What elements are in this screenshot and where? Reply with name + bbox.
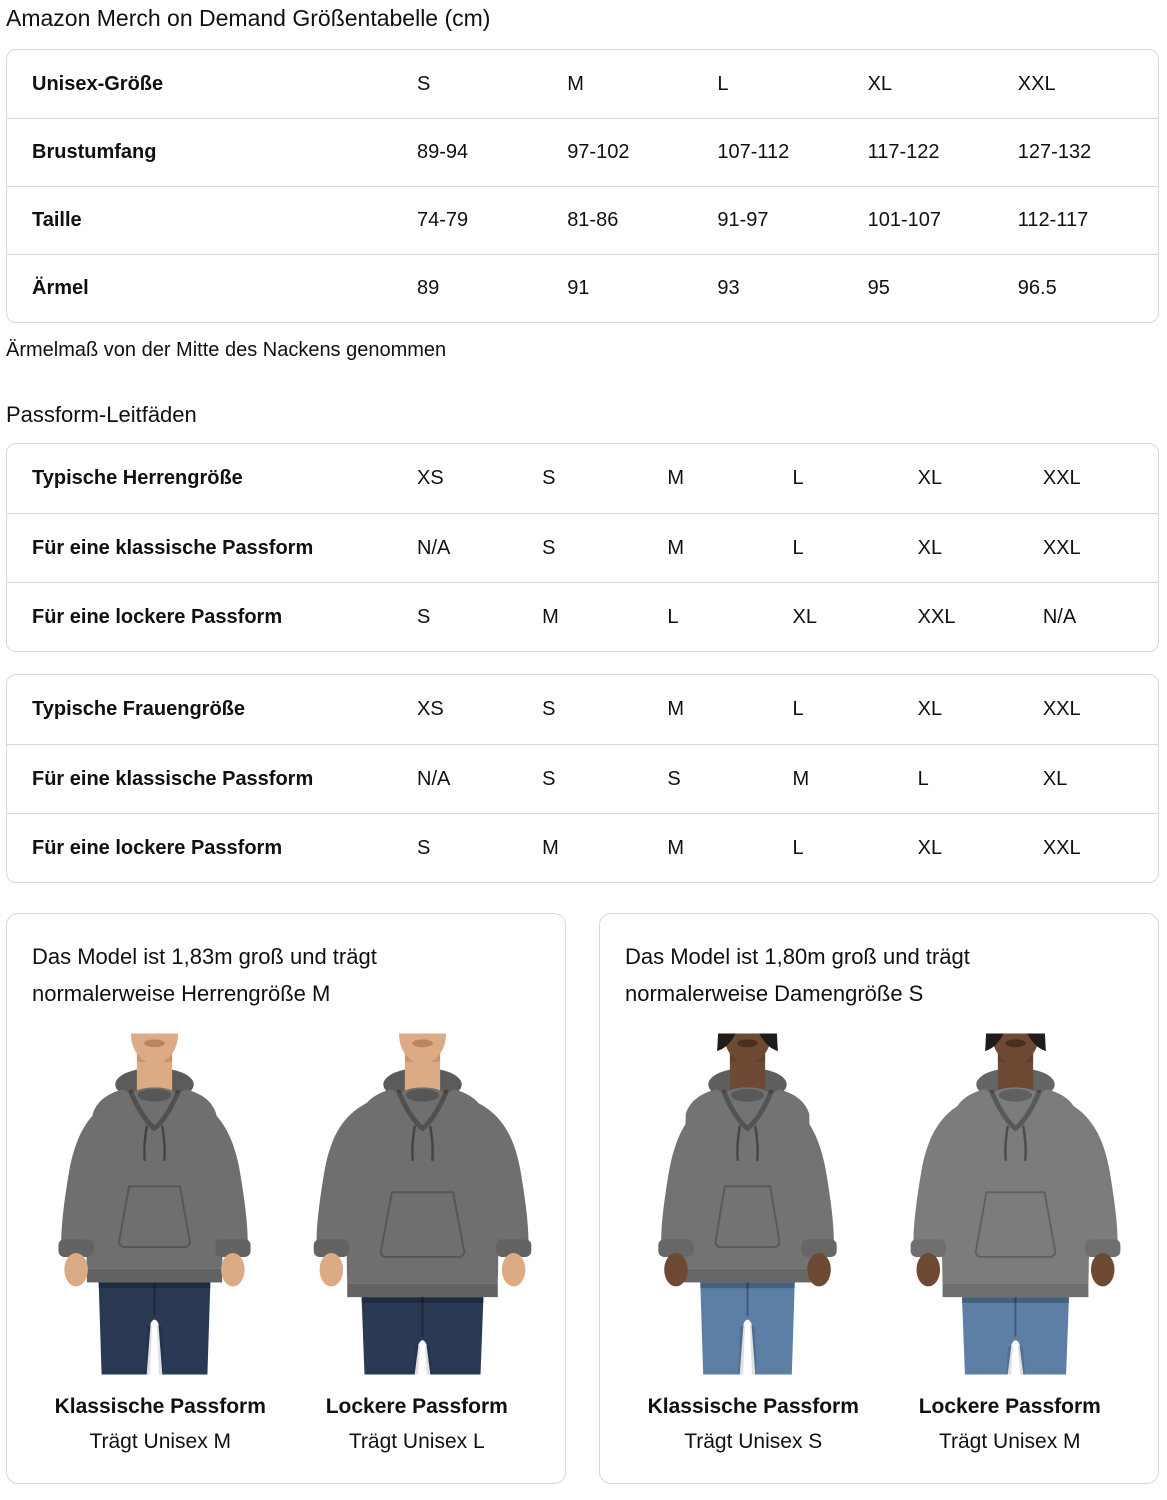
table-cell: M xyxy=(542,605,559,628)
model-description: Das Model ist 1,83m groß und trägt normalerweise Herrengröße M xyxy=(32,944,377,1006)
table-cell: 101-107 xyxy=(867,209,941,231)
table-cell: 89-94 xyxy=(417,141,469,163)
row-label: Für eine klassische Passform xyxy=(32,536,314,559)
table-cell: XXL xyxy=(1042,836,1081,859)
table-cell: S xyxy=(542,767,556,790)
model-cards xyxy=(6,913,1159,1484)
mens-fit-table xyxy=(6,443,1159,652)
model-photo-loose-fit xyxy=(300,1030,545,1380)
row-label: Typische Herrengröße xyxy=(32,467,243,489)
table-row xyxy=(7,744,1158,813)
fit-caption-bold: Klassische Passform xyxy=(54,1395,266,1418)
fit-captions xyxy=(625,1392,1138,1457)
fit-captions xyxy=(32,1392,545,1457)
fit-caption-block xyxy=(625,1392,882,1457)
row-label: Taille xyxy=(32,209,82,231)
table-cell: S xyxy=(542,698,556,720)
table-cell: XS xyxy=(417,698,444,720)
table-cell: N/A xyxy=(417,767,451,790)
table-cell: M xyxy=(567,72,584,95)
table-cell: S xyxy=(417,605,431,628)
model-card-women xyxy=(599,913,1159,1484)
table-cell: S xyxy=(417,836,431,859)
fit-caption-bold: Klassische Passform xyxy=(647,1395,859,1418)
table-cell: M xyxy=(792,767,810,790)
table-cell: L xyxy=(917,767,929,790)
row-label: Unisex-Größe xyxy=(32,72,164,95)
row-label: Für eine lockere Passform xyxy=(32,836,283,859)
table-cell: N/A xyxy=(1042,605,1077,628)
section-heading: Passform-Leitfäden xyxy=(6,402,197,427)
row-label: Ärmel xyxy=(32,277,89,299)
table-cell: S xyxy=(667,767,681,790)
row-label: Für eine klassische Passform xyxy=(32,767,314,790)
table-row xyxy=(7,813,1158,882)
fit-caption: Trägt Unisex S xyxy=(684,1430,823,1453)
table-cell: XXL xyxy=(1042,698,1081,720)
table-cell: S xyxy=(542,467,556,489)
table-header-row xyxy=(7,50,1158,118)
table-cell: 127-132 xyxy=(1017,141,1092,163)
table-cell: 91-97 xyxy=(717,209,769,231)
model-photos xyxy=(625,1030,1138,1380)
model-photo-loose-fit xyxy=(893,1030,1138,1380)
fit-caption-bold: Lockere Passform xyxy=(325,1395,508,1418)
table-cell: M xyxy=(667,467,684,489)
model-description: Das Model ist 1,80m groß und trägt normalerweise Damengröße S xyxy=(625,944,970,1006)
table-row xyxy=(7,582,1158,651)
womens-fit-table xyxy=(6,674,1159,883)
table-cell: M xyxy=(667,698,684,720)
table-cell: 81-86 xyxy=(567,209,619,231)
table-cell: XL xyxy=(917,467,943,489)
table-cell: XL xyxy=(917,836,943,859)
table-cell: L xyxy=(792,536,804,559)
fit-caption-bold: Lockere Passform xyxy=(918,1395,1101,1418)
model-card-men xyxy=(6,913,566,1484)
table-cell: L xyxy=(792,698,804,720)
size-table xyxy=(6,49,1159,323)
page-title: Amazon Merch on Demand Größentabelle (cm) xyxy=(6,5,491,31)
table-cell: N/A xyxy=(417,536,451,559)
fit-caption-block xyxy=(882,1392,1139,1457)
fit-caption: Trägt Unisex L xyxy=(348,1430,485,1453)
fit-caption: Trägt Unisex M xyxy=(938,1430,1081,1453)
table-cell: S xyxy=(417,72,431,95)
table-row xyxy=(7,118,1158,186)
table-cell: 95 xyxy=(867,277,890,299)
table-cell: 117-122 xyxy=(867,141,940,163)
model-photo-classic-fit xyxy=(625,1030,870,1380)
table-row xyxy=(7,513,1158,582)
table-cell: 89 xyxy=(417,277,440,299)
table-cell: L xyxy=(717,72,729,95)
table-cell: XL xyxy=(1042,767,1068,790)
fit-caption-block xyxy=(289,1392,546,1457)
table-cell: L xyxy=(792,836,804,859)
row-label: Brustumfang xyxy=(32,141,157,163)
table-cell: XXL xyxy=(1042,536,1081,559)
model-photo-classic-fit xyxy=(32,1030,277,1380)
table-cell: M xyxy=(667,836,684,859)
table-cell: XL xyxy=(867,72,893,95)
table-cell: 74-79 xyxy=(417,209,469,231)
table-cell: XL xyxy=(792,605,817,628)
table-cell: 93 xyxy=(717,277,740,299)
table-cell: L xyxy=(792,467,804,489)
table-cell: 107-112 xyxy=(717,141,790,163)
table-cell: S xyxy=(542,536,556,559)
table-cell: 112-117 xyxy=(1017,209,1089,231)
table-cell: 96.5 xyxy=(1017,277,1057,299)
table-cell: 97-102 xyxy=(567,141,630,163)
table-cell: XL xyxy=(917,698,943,720)
table-cell: M xyxy=(667,536,684,559)
table-header-row xyxy=(7,675,1158,744)
table-cell: M xyxy=(542,836,559,859)
table-row xyxy=(7,186,1158,254)
table-cell: L xyxy=(667,605,679,628)
table-cell: XXL xyxy=(917,605,956,628)
row-label: Für eine lockere Passform xyxy=(32,605,283,628)
table-cell: XL xyxy=(917,536,943,559)
table-cell: XS xyxy=(417,467,444,489)
model-photos xyxy=(32,1030,545,1380)
fit-caption-block xyxy=(32,1392,289,1457)
table-cell: XXL xyxy=(1017,72,1056,95)
table-cell: 91 xyxy=(567,277,590,299)
table-cell: XXL xyxy=(1042,467,1081,489)
row-label: Typische Frauengröße xyxy=(32,698,246,720)
table-row xyxy=(7,254,1158,322)
sleeve-note: Ärmelmaß von der Mitte des Nackens genommen xyxy=(6,339,447,361)
table-header-row xyxy=(7,444,1158,513)
fit-caption: Trägt Unisex M xyxy=(89,1430,232,1453)
